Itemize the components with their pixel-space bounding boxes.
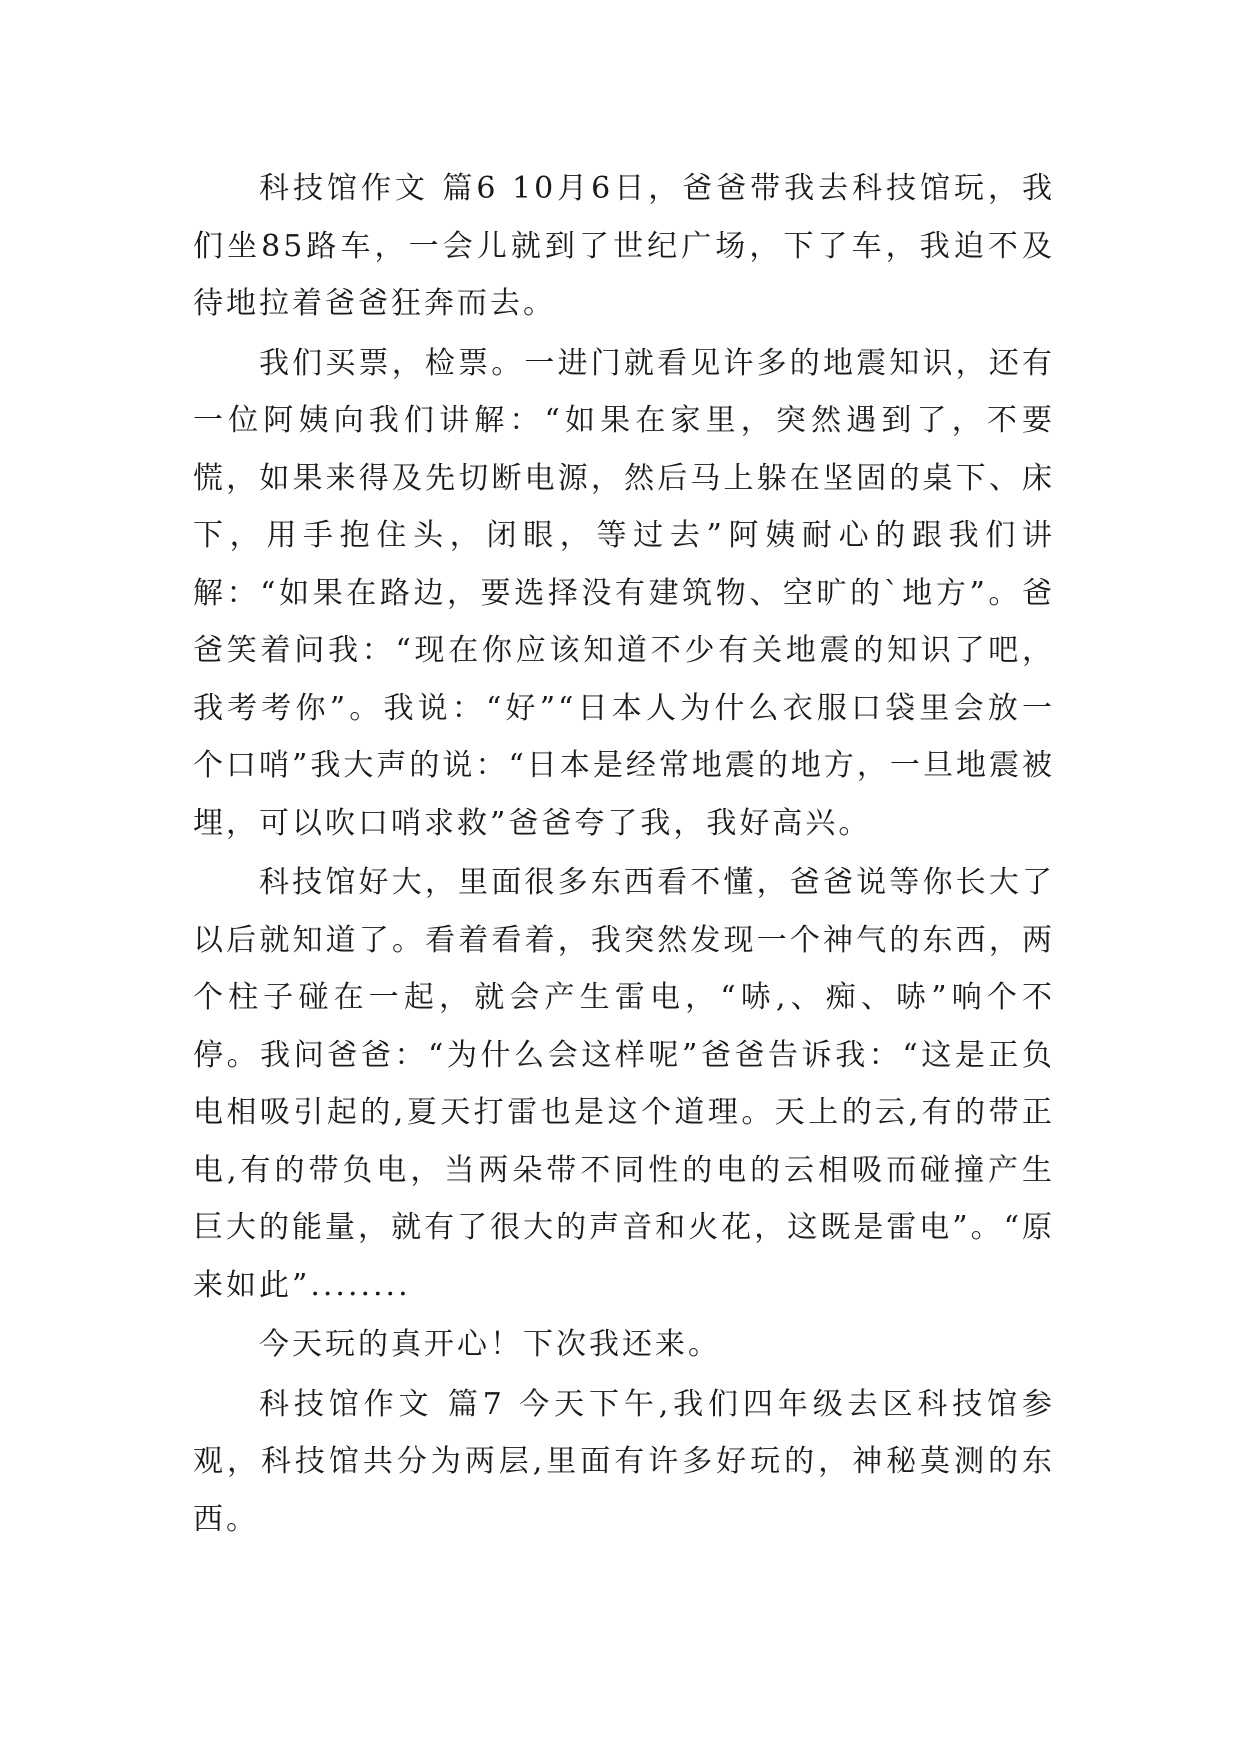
document-body [193,160,1055,1550]
paragraph-3: 科技馆好大，里面很多东西看不懂，爸爸说等你长大了以后就知道了。看着看着，我突然发现一个神气的东西，两个柱子碰在一起，就会产生雷电，“哧,、痴、哧”响个不停。我问爸爸：“为什么会这样呢”爸爸告诉我：“这是正负电相吸引起的,夏天打雷也是这个道理。天上的云,有的带正电,有的带负电，当两朵带不同性的电的云相吸而碰撞产生巨大的能量，就有了很大的声音和火花，这既是雷电”。“原来如此”........ [193,865,1055,1303]
paragraph-2: 我们买票，检票。一进门就看见许多的地震知识，还有一位阿姨向我们讲解：“如果在家里，突然遇到了，不要慌，如果来得及先切断电源，然后马上躲在坚固的桌下、床下，用手抱住头，闭眼，等过去”阿姨耐心的跟我们讲解：“如果在路边，要选择没有建筑物、空旷的`地方”。爸爸笑着问我：“现在你应该知道不少有关地震的知识了吧，我考考你”。我说：“好”“日本人为什么衣服口袋里会放一个口哨”我大声的说：“日本是经常地震的地方，一旦地震被埋，可以吹口哨求救”爸爸夸了我，我好高兴。 [193,345,1055,841]
paragraph-1: 科技馆作文 篇6 10月6日，爸爸带我去科技馆玩，我们坐85路车，一会儿就到了世纪广场，下了车，我迫不及待地拉着爸爸狂奔而去。 [193,171,1055,321]
paragraph-4: 今天玩的真开心！下次我还来。 [259,1327,721,1362]
paragraph-5: 科技馆作文 篇7 今天下午,我们四年级去区科技馆参观，科技馆共分为两层,里面有许多好玩的，神秘莫测的东西。 [193,1386,1055,1537]
